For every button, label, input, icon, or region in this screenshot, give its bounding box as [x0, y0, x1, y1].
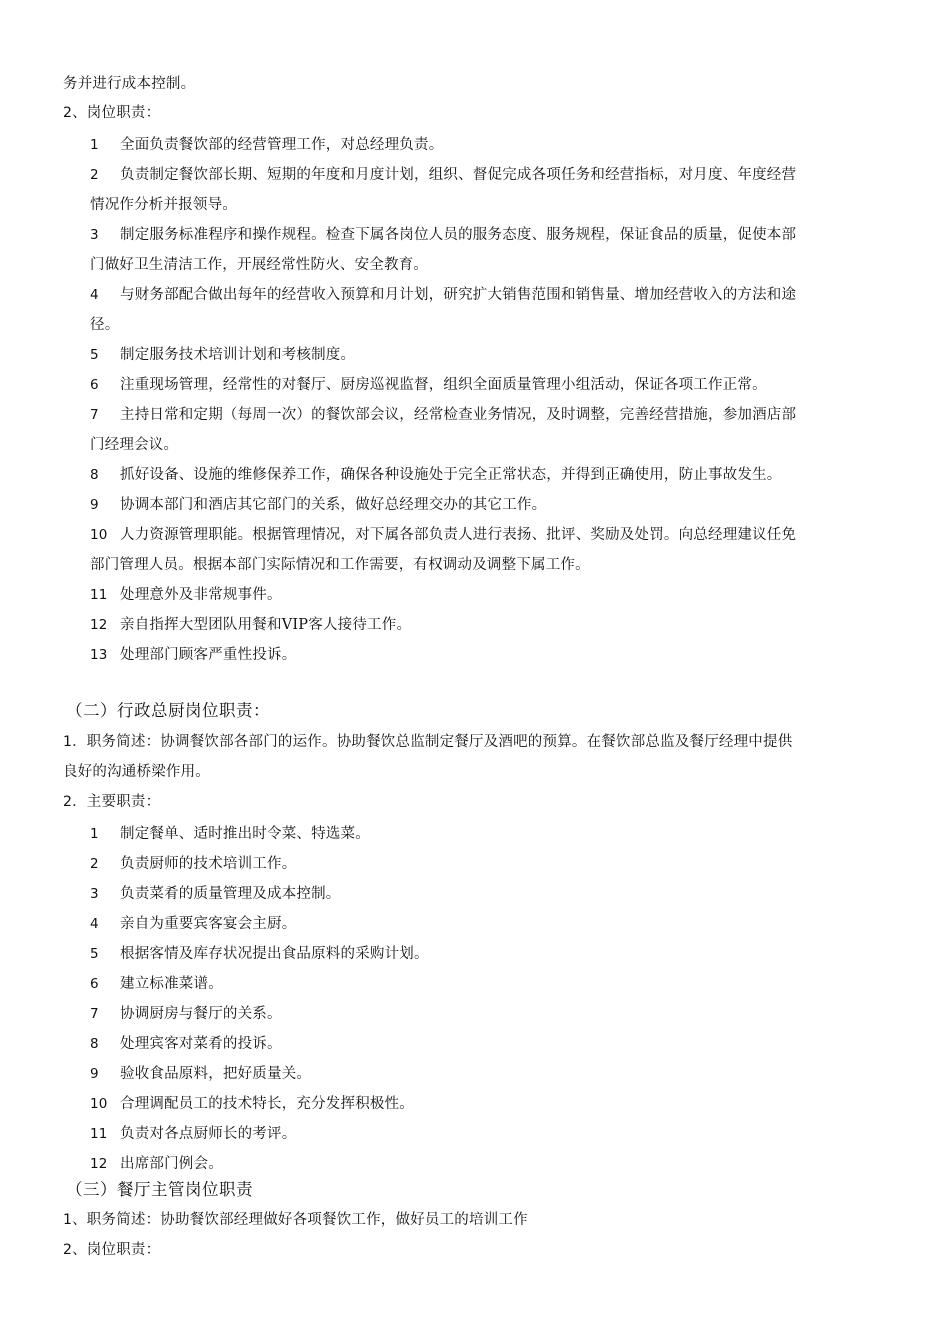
list-item: [90, 645, 296, 665]
item-number: 8: [90, 467, 99, 483]
item-text: 制定餐单、适时推出时令菜、特选菜。: [120, 826, 370, 842]
item-number: 5: [90, 347, 99, 363]
item-text: 处理意外及非常规事件。: [120, 587, 282, 603]
item-text: 负责厨师的技术培训工作。: [120, 856, 297, 872]
item-number: 3: [90, 886, 99, 902]
item-text: 负责菜肴的质量管理及成本控制。: [120, 886, 341, 902]
s3-summary-text: 、职务简述：协助餐饮部经理做好各项餐饮工作，做好员工的培训工作: [72, 1212, 528, 1228]
item-text: 主持日常和定期（每周一次）的餐饮部会议，经常检查业务情况，及时调整，完善经营措施，参加酒店部: [120, 407, 797, 423]
item-number: 10: [90, 527, 108, 543]
s3-summary-num: 1: [63, 1212, 73, 1228]
item-text: 负责对各点厨师长的考评。: [120, 1126, 297, 1142]
list-item: [90, 854, 296, 874]
item-number: 6: [90, 377, 99, 393]
list-item: [90, 165, 796, 185]
s2-duties-label: [63, 792, 160, 812]
item-number: 4: [90, 287, 99, 303]
list-item: [90, 884, 341, 904]
item-text-continued: 门做好卫生清洁工作，开展经常性防火、安全教育。: [90, 257, 429, 273]
item-number: 7: [90, 407, 99, 423]
item-text: 抓好设备、设施的维修保养工作，确保各种设施处于完全正常状态，并得到正确使用，防止事故发生。: [120, 467, 782, 483]
list-item: [90, 1124, 296, 1144]
item-number: 1: [90, 137, 99, 153]
item-number: 11: [90, 1126, 108, 1142]
list-item: [90, 135, 443, 155]
item-number: 7: [90, 1006, 99, 1022]
list-item: [90, 1004, 282, 1024]
item-text: 制定服务技术培训计划和考核制度。: [120, 347, 356, 363]
item-text: 与财务部配合做出每年的经营收入预算和月计划，研究扩大销售范围和销售量、增加经营收入的方法和途: [120, 287, 797, 303]
s3-duties-label: [63, 1240, 160, 1260]
intro-tail: 务并进行成本控制。: [63, 76, 196, 92]
item-number: 9: [90, 497, 99, 513]
s2-summary: [63, 732, 792, 752]
item-number: 9: [90, 1066, 99, 1082]
s1-duties-label: [63, 103, 160, 123]
item-number: 2: [90, 167, 99, 183]
item-text: 处理宾客对菜肴的投诉。: [120, 1036, 282, 1052]
item-text: 亲自为重要宾客宴会主厨。: [120, 916, 297, 932]
list-item: [90, 345, 355, 365]
s3-summary: [63, 1210, 528, 1230]
list-item: [90, 824, 370, 844]
s2-summary-text: ．职务简述：协调餐饮部各部门的运作。协助餐饮总监制定餐厅及酒吧的预算。在餐饮部总监及餐厅经理中提供: [72, 734, 793, 750]
item-text: 合理调配员工的技术特长，充分发挥积极性。: [120, 1096, 414, 1112]
list-item: [90, 375, 767, 395]
item-text: 建立标准菜谱。: [120, 976, 223, 992]
list-item: [90, 615, 411, 635]
item-number: 1: [90, 826, 99, 842]
s1-duties-label-num: 2: [63, 105, 73, 121]
item-number: 2: [90, 856, 99, 872]
item-text-continued: 情况作分析并报领导。: [90, 197, 237, 213]
s1-duties-label-text: 、岗位职责：: [72, 105, 161, 121]
item-number: 10: [90, 1096, 108, 1112]
item-text: 出席部门例会。: [120, 1156, 223, 1172]
item-text: 制定服务标准程序和操作规程。检查下属各岗位人员的服务态度、服务规程，保证食品的质量，促使本部: [120, 227, 797, 243]
item-text-continued: 门经理会议。: [90, 437, 179, 453]
s2-summary-continued: 良好的沟通桥梁作用。: [63, 764, 210, 780]
list-item: [90, 1064, 311, 1084]
list-item: [90, 944, 429, 964]
list-item: [90, 525, 796, 545]
list-item: [90, 1034, 282, 1054]
item-number: 13: [90, 647, 108, 663]
list-item: [90, 225, 796, 245]
item-text: 负责制定餐饮部长期、短期的年度和月度计划，组织、督促完成各项任务和经营指标，对月度、年度经营: [120, 167, 797, 183]
list-item: [90, 1094, 414, 1114]
s2-summary-num: 1: [63, 734, 73, 750]
item-number: 12: [90, 617, 108, 633]
item-text: 亲自指挥大型团队用餐和VIP客人接待工作。: [120, 617, 412, 633]
s3-duties-label-text: 、岗位职责：: [72, 1242, 161, 1258]
item-text: 协调厨房与餐厅的关系。: [120, 1006, 282, 1022]
s2-duties-label-num: 2: [63, 794, 73, 810]
item-number: 11: [90, 587, 108, 603]
item-text: 全面负责餐饮部的经营管理工作，对总经理负责。: [120, 137, 444, 153]
list-item: [90, 914, 296, 934]
item-text: 验收食品原料，把好质量关。: [120, 1066, 312, 1082]
item-text-continued: 部门管理人员。根据本部门实际情况和工作需要，有权调动及调整下属工作。: [90, 557, 590, 573]
item-text-continued: 径。: [90, 317, 120, 333]
item-text: 人力资源管理职能。根据管理情况，对下属各部负责人进行表扬、批评、奖励及处罚。向总经理建议任免: [120, 527, 797, 543]
list-item: [90, 974, 223, 994]
item-number: 5: [90, 946, 99, 962]
item-number: 12: [90, 1156, 108, 1172]
item-number: 3: [90, 227, 99, 243]
item-number: 4: [90, 916, 99, 932]
item-text: 处理部门顾客严重性投诉。: [120, 647, 297, 663]
list-item: [90, 1154, 223, 1174]
list-item: [90, 585, 282, 605]
item-text: 根据客情及库存状况提出食品原料的采购计划。: [120, 946, 429, 962]
item-text: 注重现场管理，经常性的对餐厅、厨房巡视监督，组织全面质量管理小组活动，保证各项工作正常。: [120, 377, 767, 393]
section-heading: （三）餐厅主管岗位职责: [66, 1180, 253, 1199]
s3-duties-label-num: 2: [63, 1242, 73, 1258]
list-item: [90, 465, 782, 485]
list-item: [90, 405, 796, 425]
list-item: [90, 495, 546, 515]
item-number: 8: [90, 1036, 99, 1052]
section-heading: （二）行政总厨岗位职责：: [66, 701, 270, 720]
item-text: 协调本部门和酒店其它部门的关系，做好总经理交办的其它工作。: [120, 497, 547, 513]
list-item: [90, 285, 796, 305]
s2-duties-label-text: ．主要职责：: [72, 794, 161, 810]
item-number: 6: [90, 976, 99, 992]
